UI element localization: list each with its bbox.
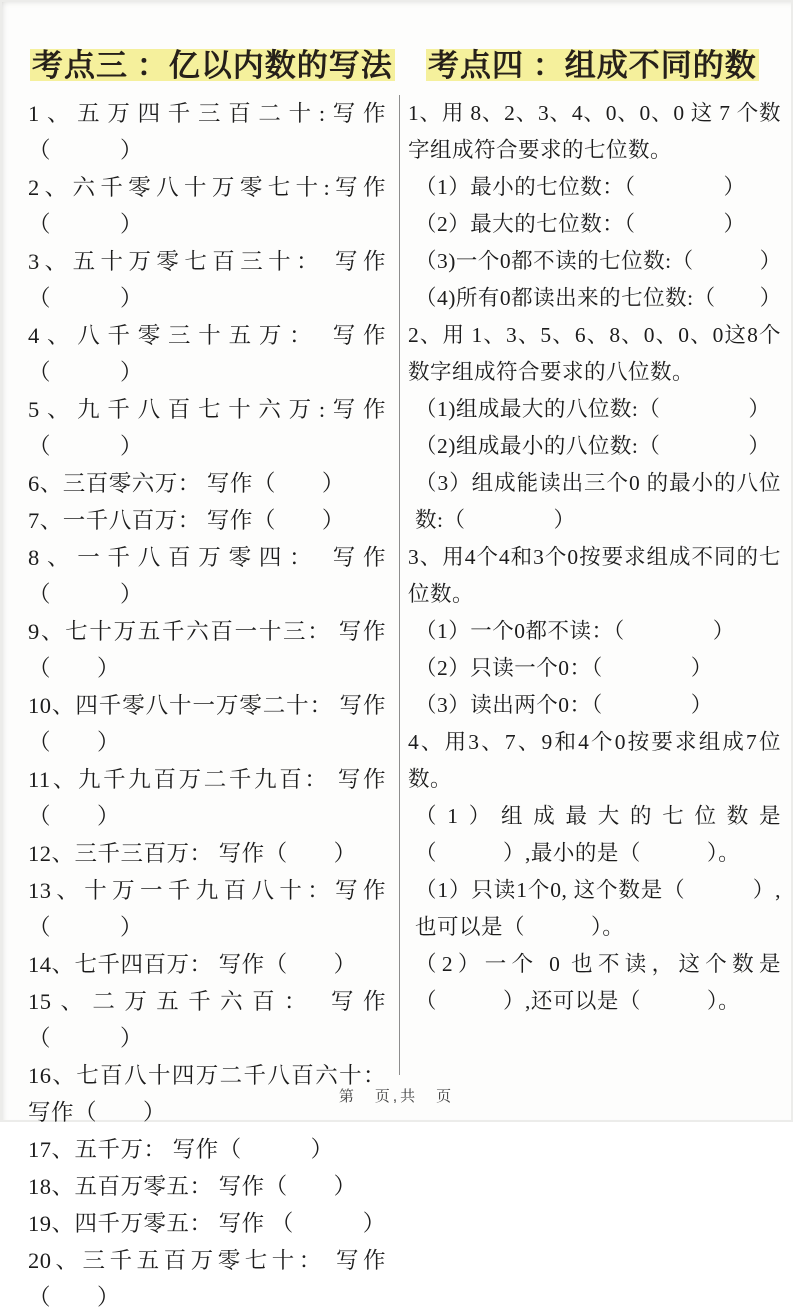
worksheet-item: 4、八千零三十五万： 写作（ ） (28, 323, 386, 385)
worksheet-item: 6、三百零六万： 写作（ ） (28, 471, 345, 496)
right-title-highlight: 考点四 ：组成不同的数 (428, 48, 757, 83)
left-title-highlight: 考点三 ：亿以内数的写法 (32, 48, 393, 83)
worksheet-line: 4、用3、7、9和4个0按要求组成7位数。 (408, 730, 781, 791)
worksheet-line: （3）读出两个0：（ ） (415, 693, 713, 717)
worksheet-item: 7、一千八百万： 写作（ ） (28, 508, 345, 533)
page-footer (0, 1085, 793, 1106)
worksheet-line: （1）最小的七位数：（ ） (415, 175, 746, 199)
right-section-title (426, 40, 781, 85)
worksheet-item: 12、三千三百万： 写作（ ） (28, 841, 357, 866)
page-number-text: 第 页,共 页 (338, 1088, 455, 1105)
worksheet-item: 8、一千八百万零四： 写作（ ） (28, 545, 386, 607)
worksheet-line: （2）只读一个0：（ ） (415, 656, 713, 680)
worksheet-item: 19、四千万零五： 写作 （ ） (28, 1211, 386, 1236)
right-line-list (408, 95, 781, 1020)
column-divider-line (399, 95, 400, 1075)
worksheet-line: 2、用 1、3、5、6、8、0、0、0这8个数字组成符合要求的八位数。 (408, 323, 781, 384)
worksheet-line: （3）组成能读出三个0 的最小的八位数:（ ） (415, 471, 781, 532)
worksheet-item: 1、五万四千三百二十:写作（ ） (28, 101, 386, 163)
worksheet-line: （2）一个 0 也不读，这个数是（ ）,还可以是（ ）。 (415, 952, 781, 1013)
worksheet-line: （1)组成最大的八位数:（ ） (415, 397, 771, 421)
left-section-title (30, 40, 393, 85)
worksheet-line: （1）只读1个0, 这个数是（ ）,也可以是（ ）。 (415, 878, 781, 939)
worksheet-line: 3、用4个4和3个0按要求组成不同的七位数。 (408, 545, 781, 606)
worksheet-item: 9、七十万五千六百一十三： 写作（ ） (28, 619, 386, 681)
worksheet-line: （1）一个0都不读：（ ） (415, 619, 735, 643)
section-kaodian-3 (28, 40, 394, 1316)
worksheet-line: （4)所有0都读出来的七位数:（ ） (415, 286, 782, 310)
worksheet-line: 1、用 8、2、3、4、0、0、0 这 7 个数字组成符合要求的七位数。 (408, 101, 781, 162)
worksheet-item: 18、五百万零五： 写作（ ） (28, 1174, 357, 1199)
worksheet-item: 2、六千零八十万零七十:写作（ ） (28, 175, 386, 237)
worksheet-line: （2)组成最小的八位数:（ ） (415, 434, 771, 458)
worksheet-line: （3)一个0都不读的七位数:（ ） (415, 249, 782, 273)
worksheet-item: 17、五千万： 写作（ ） (28, 1137, 334, 1162)
worksheet-item: 3、五十万零七百三十： 写作（ ） (28, 249, 386, 311)
worksheet-line: （1）组成最大的七位数是（ ）,最小的是（ ）。 (415, 804, 781, 865)
worksheet-item: 14、七千四百万： 写作（ ） (28, 952, 357, 977)
worksheet-item: 20、三千五百万零七十： 写作（ ） (28, 1248, 386, 1310)
worksheet-line: （2）最大的七位数：（ ） (415, 212, 746, 236)
left-item-list (28, 95, 386, 1316)
section-kaodian-4 (394, 40, 781, 1316)
worksheet-item: 11、九千九百万二千九百： 写作（ ） (28, 767, 386, 829)
worksheet-item: 10、四千零八十一万零二十： 写作（ ） (28, 693, 386, 755)
worksheet-item: 16、七百八十四万二千八百六十： 写作（ ） (28, 1063, 386, 1125)
worksheet-item: 15、二万五千六百： 写作（ ） (28, 989, 386, 1051)
worksheet-item: 5、九千八百七十六万:写作（ ） (28, 397, 386, 459)
worksheet-item: 13、十万一千九百八十：写作（ ） (28, 878, 386, 940)
